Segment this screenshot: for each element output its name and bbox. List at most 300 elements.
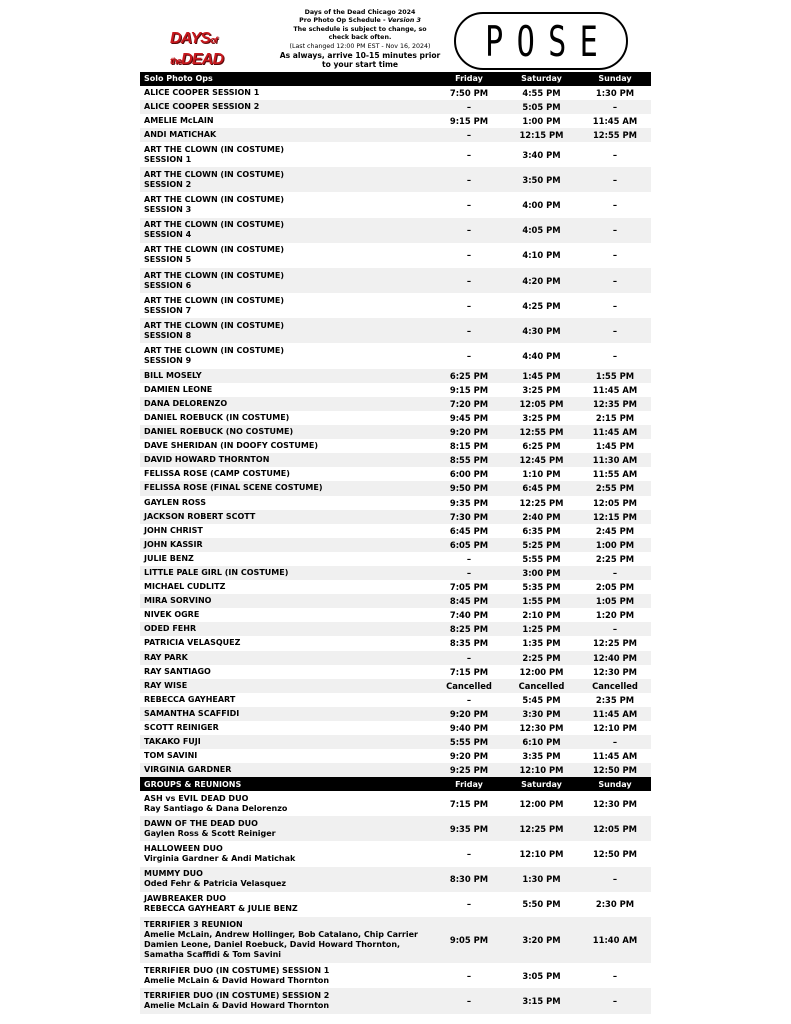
section-title: Solo Photo Ops (144, 74, 213, 84)
group-rows (140, 791, 651, 1014)
row-name (140, 540, 434, 550)
table-row (140, 917, 651, 963)
saturday-time: 4:25 PM (522, 300, 561, 311)
sunday-time: – (612, 250, 618, 261)
table-row (140, 665, 651, 679)
friday-time: – (466, 652, 472, 663)
friday-time: 9:20 PM (449, 427, 489, 438)
table-row (140, 425, 651, 439)
table-row (140, 128, 651, 142)
row-name (140, 894, 434, 914)
table-row (140, 218, 651, 243)
performer-name: ART THE CLOWN (IN COSTUME) (144, 245, 285, 255)
row-name (140, 88, 434, 98)
performer-name: JACKSON ROBERT SCOTT (144, 511, 256, 521)
friday-time: 8:25 PM (449, 624, 489, 635)
performer-name: ART THE CLOWN (IN COSTUME) (144, 346, 285, 356)
session-label: SESSION 4 (144, 230, 192, 240)
table-row (140, 963, 651, 988)
friday-time: 9:50 PM (449, 483, 489, 494)
table-row (140, 86, 651, 100)
groups-section-header (140, 777, 651, 791)
table-row (140, 816, 651, 841)
sunday-time: 2:05 PM (595, 582, 635, 593)
saturday-time: 2:25 PM (522, 652, 561, 663)
friday-time: 7:50 PM (449, 87, 489, 98)
saturday-time: 3:30 PM (522, 708, 561, 719)
row-name (140, 455, 434, 465)
sunday-time: 12:15 PM (592, 511, 638, 522)
row-name (140, 624, 434, 634)
pose-letter: E (579, 16, 598, 66)
saturday-time: 12:25 PM (519, 497, 564, 508)
row-name (140, 869, 434, 889)
performer-name: ALICE COOPER SESSION 1 (144, 87, 260, 97)
saturday-time: 6:45 PM (522, 483, 561, 494)
sunday-time: – (612, 874, 618, 885)
row-name (140, 296, 434, 316)
row-name (140, 653, 434, 663)
sunday-time: – (612, 174, 618, 185)
sunday-time: – (612, 101, 618, 112)
friday-time: – (466, 149, 472, 160)
row-name (140, 966, 434, 986)
row-name (140, 346, 434, 366)
sunday-time: 11:30 AM (592, 455, 638, 466)
sunday-time: 1:30 PM (595, 87, 635, 98)
table-row (140, 791, 651, 816)
group-members: Amelie McLain, Andrew Hollinger, Bob Catalano, Chip Carrier (144, 930, 418, 940)
saturday-time: 5:05 PM (522, 101, 561, 112)
section-title: GROUPS & REUNIONS (144, 779, 242, 789)
friday-time: Cancelled (446, 680, 492, 691)
table-row (140, 749, 651, 763)
col-saturday: Saturday (521, 74, 562, 84)
sunday-time: 12:40 PM (592, 652, 638, 663)
session-label: SESSION 9 (144, 356, 192, 366)
info-arrive: As always, arrive 10-15 minutes prior (279, 51, 441, 61)
info-notice-2: check back often. (328, 34, 392, 42)
table-row (140, 622, 651, 636)
saturday-time: 2:40 PM (522, 511, 561, 522)
row-name (140, 765, 434, 775)
table-row (140, 735, 651, 749)
friday-time: – (466, 101, 472, 112)
row-name (140, 170, 434, 190)
row-name (140, 195, 434, 215)
table-row (140, 397, 651, 411)
row-name (140, 102, 434, 112)
table-row (140, 318, 651, 343)
row-name (140, 512, 434, 522)
row-name (140, 920, 434, 960)
table-row (140, 167, 651, 192)
table-row (140, 481, 651, 495)
sunday-time: – (612, 970, 618, 981)
session-label: SESSION 3 (144, 204, 192, 214)
row-name (140, 751, 434, 761)
sunday-time: 2:15 PM (595, 412, 635, 423)
friday-time: 5:55 PM (449, 737, 489, 748)
session-label: SESSION 5 (144, 255, 192, 265)
session-label: SESSION 1 (144, 154, 192, 164)
sunday-time: – (612, 225, 618, 236)
sunday-time: – (612, 351, 618, 362)
col-sunday: Sunday (598, 779, 632, 789)
table-row (140, 114, 651, 128)
saturday-time: 3:20 PM (522, 935, 561, 946)
saturday-time: 4:05 PM (522, 225, 561, 236)
pose-letter: S (548, 16, 567, 66)
performer-name: SAMANTHA SCAFFIDI (144, 708, 240, 718)
row-name (140, 483, 434, 493)
friday-time: 8:15 PM (449, 441, 489, 452)
performer-name: BILL MOSELY (144, 370, 202, 380)
solo-section-header (140, 72, 651, 86)
table-row (140, 524, 651, 538)
group-name: HALLOWEEN DUO (144, 843, 223, 853)
row-name (140, 737, 434, 747)
table-row (140, 538, 651, 552)
sunday-time: 2:45 PM (595, 525, 635, 536)
performer-name: FELISSA ROSE (FINAL SCENE COSTUME) (144, 483, 323, 493)
session-label: SESSION 2 (144, 179, 192, 189)
table-row (140, 243, 651, 268)
row-name (140, 441, 434, 451)
friday-time: – (466, 899, 472, 910)
performer-name: TAKAKO FUJI (144, 737, 201, 747)
saturday-time: 1:25 PM (522, 624, 561, 635)
col-saturday: Saturday (521, 779, 562, 789)
table-row (140, 566, 651, 580)
saturday-time: 2:10 PM (522, 610, 561, 621)
group-name: MUMMY DUO (144, 869, 203, 879)
saturday-time: 3:15 PM (522, 995, 561, 1006)
row-name (140, 427, 434, 437)
group-members: Amelie McLain & David Howard Thornton (144, 1000, 330, 1010)
info-arrive-2: to your start time (321, 60, 399, 70)
friday-time: – (466, 848, 472, 859)
info-title: Days of the Dead Chicago 2024 (304, 9, 416, 16)
saturday-time: 12:10 PM (519, 765, 564, 776)
saturday-time: 12:00 PM (519, 666, 564, 677)
pose-logo-letters (479, 10, 605, 72)
performer-name: ART THE CLOWN (IN COSTUME) (144, 169, 285, 179)
performer-name: TOM SAVINI (144, 751, 198, 761)
info-notice: The schedule is subject to change, so (293, 25, 427, 33)
group-name: JAWBREAKER DUO (144, 894, 227, 904)
table-row (140, 867, 651, 892)
table-row (140, 268, 651, 293)
sunday-time: – (612, 568, 618, 579)
sunday-time: 12:10 PM (592, 723, 638, 734)
table-row (140, 100, 651, 114)
friday-time: 9:40 PM (449, 723, 489, 734)
group-members: Virginia Gardner & Andi Matichak (144, 853, 296, 863)
performer-name: MICHAEL CUDLITZ (144, 582, 226, 592)
table-row (140, 293, 651, 318)
performer-name: REBECCA GAYHEART (144, 694, 236, 704)
friday-time: 6:05 PM (449, 539, 489, 550)
sunday-time: 12:50 PM (592, 765, 638, 776)
row-name (140, 271, 434, 291)
group-name: DAWN OF THE DEAD DUO (144, 818, 258, 828)
friday-time: 6:25 PM (449, 370, 489, 381)
sunday-time: 2:30 PM (595, 899, 635, 910)
performer-name: NIVEK OGRE (144, 610, 200, 620)
row-name (140, 413, 434, 423)
friday-time: 9:15 PM (449, 384, 489, 395)
performer-name: GAYLEN ROSS (144, 497, 206, 507)
saturday-time: 3:25 PM (522, 384, 561, 395)
group-members: Damien Leone, Daniel Roebuck, David Howard Thornton, (144, 940, 401, 950)
row-name (140, 385, 434, 395)
saturday-time: 12:10 PM (519, 848, 564, 859)
saturday-time: 4:55 PM (522, 87, 561, 98)
saturday-time: 12:55 PM (519, 427, 564, 438)
saturday-time: Cancelled (518, 680, 565, 691)
group-name: TERRIFIER DUO (IN COSTUME) SESSION 2 (144, 990, 330, 1000)
saturday-time: 1:00 PM (522, 115, 561, 126)
performer-name: ODED FEHR (144, 624, 197, 634)
performer-name: VIRGINIA GARDNER (144, 765, 232, 775)
group-members: Ray Santiago & Dana Delorenzo (144, 803, 288, 813)
friday-time: 7:05 PM (449, 582, 489, 593)
schedule-table (140, 72, 651, 1014)
table-row (140, 496, 651, 510)
table-row (140, 383, 651, 397)
table-row (140, 453, 651, 467)
saturday-time: 3:05 PM (522, 970, 561, 981)
col-friday: Friday (455, 74, 483, 84)
table-row (140, 693, 651, 707)
saturday-time: 5:55 PM (522, 553, 561, 564)
performer-name: MIRA SORVINO (144, 596, 212, 606)
sunday-time: Cancelled (592, 680, 638, 691)
sunday-time: 12:35 PM (592, 398, 638, 409)
group-members: Samatha Scaffidi & Tom Savini (144, 950, 282, 960)
friday-time: 9:20 PM (449, 708, 489, 719)
performer-name: SCOTT REINIGER (144, 723, 219, 733)
table-row (140, 608, 651, 622)
friday-time: 6:00 PM (449, 469, 489, 480)
saturday-time: 1:45 PM (522, 370, 561, 381)
friday-time: – (466, 995, 472, 1006)
session-label: SESSION 6 (144, 280, 192, 290)
performer-name: DANIEL ROEBUCK (IN COSTUME) (144, 412, 290, 422)
saturday-time: 4:20 PM (522, 275, 561, 286)
performer-name: JOHN KASSIR (144, 539, 203, 549)
friday-time: 9:35 PM (449, 497, 489, 508)
sunday-time: 11:45 AM (592, 751, 638, 762)
performer-name: ANDI MATICHAK (144, 129, 217, 139)
friday-time: 7:20 PM (449, 398, 489, 409)
page-header (0, 0, 791, 72)
group-members: Amelie McLain & David Howard Thornton (144, 975, 330, 985)
sunday-time: – (612, 624, 618, 635)
performer-name: DAMIEN LEONE (144, 384, 213, 394)
saturday-time: 5:45 PM (522, 694, 561, 705)
friday-time: 6:45 PM (449, 525, 489, 536)
sunday-time: 12:05 PM (592, 497, 638, 508)
sunday-time: 2:55 PM (595, 483, 635, 494)
sunday-time: 1:45 PM (595, 441, 635, 452)
saturday-time: 3:25 PM (522, 412, 561, 423)
row-name (140, 991, 434, 1011)
friday-time: 9:35 PM (449, 823, 489, 834)
sunday-time: 1:55 PM (595, 370, 635, 381)
friday-time: 7:40 PM (449, 610, 489, 621)
friday-time: 7:30 PM (449, 511, 489, 522)
table-row (140, 343, 651, 368)
schedule-info (275, 9, 445, 69)
table-row (140, 411, 651, 425)
saturday-time: 4:30 PM (522, 325, 561, 336)
friday-time: 9:15 PM (449, 115, 489, 126)
table-row (140, 192, 651, 217)
saturday-time: 12:15 PM (519, 129, 564, 140)
table-row (140, 369, 651, 383)
row-name (140, 610, 434, 620)
table-row (140, 892, 651, 917)
group-name: ASH vs EVIL DEAD DUO (144, 793, 249, 803)
row-name (140, 469, 434, 479)
saturday-time: 3:40 PM (522, 149, 561, 160)
row-name (140, 568, 434, 578)
pose-letter: O (516, 16, 535, 66)
row-name (140, 498, 434, 508)
sunday-time: 11:45 AM (592, 708, 638, 719)
performer-name: DAVID HOWARD THORNTON (144, 455, 270, 465)
sunday-time: 11:40 AM (592, 935, 638, 946)
friday-time: – (466, 325, 472, 336)
saturday-time: 12:05 PM (519, 398, 564, 409)
performer-name: JOHN CHRIST (144, 525, 203, 535)
pose-letter: P (485, 16, 504, 66)
saturday-time: 12:45 PM (519, 455, 564, 466)
friday-time: 9:25 PM (449, 765, 489, 776)
table-row (140, 636, 651, 650)
sunday-time: 1:05 PM (595, 596, 635, 607)
row-name (140, 596, 434, 606)
row-name (140, 695, 434, 705)
performer-name: FELISSA ROSE (CAMP COSTUME) (144, 469, 290, 479)
friday-time: – (466, 694, 472, 705)
friday-time: – (466, 351, 472, 362)
performer-name: PATRICIA VELASQUEZ (144, 638, 241, 648)
saturday-time: 5:50 PM (522, 899, 561, 910)
table-row (140, 679, 651, 693)
sunday-time: – (612, 300, 618, 311)
saturday-time: 1:30 PM (522, 874, 561, 885)
row-name (140, 371, 434, 381)
sunday-time: – (612, 737, 618, 748)
table-row (140, 988, 651, 1013)
performer-name: RAY WISE (144, 680, 188, 690)
friday-time: 9:45 PM (449, 412, 489, 423)
group-name: TERRIFIER 3 REUNION (144, 920, 243, 930)
performer-name: LITTLE PALE GIRL (IN COSTUME) (144, 568, 289, 578)
sunday-time: 11:45 AM (592, 115, 638, 126)
row-name (140, 526, 434, 536)
friday-time: 8:55 PM (449, 455, 489, 466)
table-row (140, 467, 651, 481)
row-name (140, 130, 434, 140)
saturday-time: 3:50 PM (522, 174, 561, 185)
saturday-time: 12:00 PM (519, 798, 564, 809)
row-name (140, 554, 434, 564)
saturday-time: 1:55 PM (522, 596, 561, 607)
sunday-time: 12:25 PM (592, 638, 638, 649)
friday-time: – (466, 174, 472, 185)
saturday-time: 5:35 PM (522, 582, 561, 593)
info-version-line: Pro Photo Op Schedule - Version 3 (299, 17, 421, 25)
sunday-time: 12:55 PM (592, 129, 638, 140)
friday-time: 9:20 PM (449, 751, 489, 762)
performer-name: ART THE CLOWN (IN COSTUME) (144, 295, 285, 305)
row-name (140, 116, 434, 126)
row-name (140, 794, 434, 814)
session-label: SESSION 8 (144, 330, 192, 340)
table-row (140, 763, 651, 777)
friday-time: – (466, 199, 472, 210)
sunday-time: 12:05 PM (592, 823, 638, 834)
performer-name: AMELIE McLAIN (144, 115, 214, 125)
friday-time: – (466, 300, 472, 311)
row-name (140, 681, 434, 691)
row-name (140, 723, 434, 733)
group-members: Gaylen Ross & Scott Reiniger (144, 828, 276, 838)
table-row (140, 594, 651, 608)
friday-time: – (466, 129, 472, 140)
row-name (140, 844, 434, 864)
sunday-time: 12:30 PM (592, 666, 638, 677)
table-row (140, 510, 651, 524)
sunday-time: – (612, 995, 618, 1006)
saturday-time: 4:00 PM (522, 199, 561, 210)
performer-name: DANA DELORENZO (144, 398, 228, 408)
saturday-time: 1:10 PM (522, 469, 561, 480)
row-name (140, 819, 434, 839)
pose-logo (454, 10, 629, 70)
friday-time: 8:30 PM (449, 874, 489, 885)
performer-name: RAY PARK (144, 652, 188, 662)
sunday-time: 1:20 PM (595, 610, 635, 621)
solo-rows (140, 86, 651, 778)
friday-time: 9:05 PM (449, 935, 489, 946)
friday-time: 8:35 PM (449, 638, 489, 649)
saturday-time: 4:10 PM (522, 250, 561, 261)
saturday-time: 6:25 PM (522, 441, 561, 452)
performer-name: JULIE BENZ (144, 553, 194, 563)
performer-name: DAVE SHERIDAN (IN DOOFY COSTUME) (144, 441, 318, 451)
row-name (140, 321, 434, 341)
sunday-time: 1:00 PM (595, 539, 635, 550)
sunday-time: 11:55 AM (592, 469, 638, 480)
saturday-time: 5:25 PM (522, 539, 561, 550)
row-name (140, 582, 434, 592)
friday-time: – (466, 275, 472, 286)
sunday-time: – (612, 199, 618, 210)
table-row (140, 580, 651, 594)
saturday-time: 3:35 PM (522, 751, 561, 762)
sunday-time: – (612, 149, 618, 160)
table-row (140, 142, 651, 167)
saturday-time: 3:00 PM (522, 568, 561, 579)
sunday-time: 2:25 PM (595, 553, 635, 564)
table-row (140, 721, 651, 735)
row-name (140, 709, 434, 719)
